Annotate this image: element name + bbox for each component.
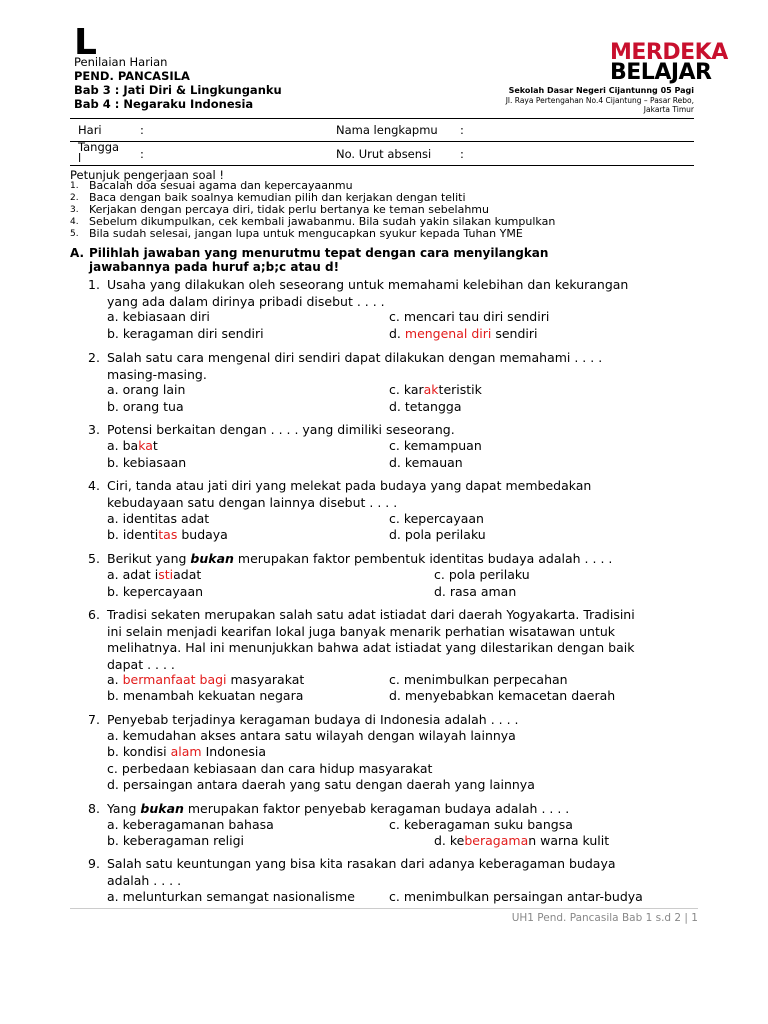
section-a-heading-line2: jawabannya pada huruf a;b;c atau d! bbox=[89, 260, 340, 274]
option-d[interactable]: d. keberagaman warna kulit bbox=[434, 833, 610, 848]
option-b[interactable]: b. kondisi alam Indonesia bbox=[107, 744, 267, 759]
exam-title: Penilaian Harian bbox=[74, 55, 168, 69]
option-b[interactable]: b. keragaman diri sendiri bbox=[107, 326, 264, 341]
option-c[interactable]: c. keberagaman suku bangsa bbox=[389, 817, 573, 832]
option-a[interactable]: a. melunturkan semangat nasionalisme bbox=[107, 889, 355, 904]
form-mid-rule bbox=[70, 141, 694, 142]
option-b[interactable]: b. keberagaman religi bbox=[107, 833, 245, 848]
option-d[interactable]: d. pola perilaku bbox=[389, 527, 486, 542]
option-a[interactable]: a. keberagamanan bahasa bbox=[107, 817, 274, 832]
option-b[interactable]: b. orang tua bbox=[107, 399, 184, 414]
instruction-item: 2. Baca dengan baik soalnya kemudian pilih dan kerjakan dengan teliti bbox=[70, 191, 466, 204]
corner-letter: L bbox=[74, 22, 97, 63]
option-c[interactable]: c. pola perilaku bbox=[434, 567, 530, 582]
logo-merdeka: MERDEKA bbox=[610, 40, 728, 65]
option-a[interactable]: a. identitas adat bbox=[107, 511, 210, 526]
option-d[interactable]: d. menyebabkan kemacetan daerah bbox=[389, 688, 616, 703]
option-a[interactable]: a. adat istiadat bbox=[107, 567, 202, 582]
question-1: 1. Usaha yang dilakukan oleh seseorang untuk memahami kelebihan dan kekurangan yang ada dalam dirinya pribadi disebut . . . . bbox=[88, 277, 629, 309]
option-a[interactable]: a. bakat bbox=[107, 438, 158, 453]
option-d[interactable]: d. mengenal diri sendiri bbox=[389, 326, 538, 341]
option-d[interactable]: d. kemauan bbox=[389, 455, 463, 470]
option-c[interactable]: c. kepercayaan bbox=[389, 511, 484, 526]
option-c[interactable]: c. menimbulkan persaingan antar-budya bbox=[389, 889, 643, 904]
subject-title: PEND. PANCASILA bbox=[74, 69, 190, 83]
option-c[interactable]: c. mencari tau diri sendiri bbox=[389, 309, 550, 324]
tanggal-colon: : bbox=[140, 147, 144, 161]
absen-colon: : bbox=[460, 147, 464, 161]
form-top-rule bbox=[70, 118, 694, 119]
instructions-list bbox=[70, 180, 710, 240]
section-a-heading: A. Pilihlah jawaban yang menurutmu tepat dengan cara menyilangkan bbox=[70, 246, 549, 260]
option-b[interactable]: b. menambah kekuatan negara bbox=[107, 688, 304, 703]
option-b[interactable]: b. kepercayaan bbox=[107, 584, 204, 599]
instructions-title: Petunjuk pengerjaan soal ! bbox=[70, 168, 225, 182]
option-a[interactable]: a. kebiasaan diri bbox=[107, 309, 210, 324]
option-c[interactable]: c. karakteristik bbox=[389, 382, 482, 397]
option-c[interactable]: c. menimbulkan perpecahan bbox=[389, 672, 568, 687]
instruction-item: 1. Bacalah doa sesuai agama dan kepercayaanmu bbox=[70, 179, 353, 192]
option-d[interactable]: d. rasa aman bbox=[434, 584, 517, 599]
chapter-4: Bab 4 : Negaraku Indonesia bbox=[74, 97, 254, 111]
option-d[interactable]: d. tetangga bbox=[389, 399, 462, 414]
school-address: Jl. Raya Pertengahan No.4 Cijantung – Pasar Rebo, bbox=[505, 96, 694, 105]
option-b[interactable]: b. identitas budaya bbox=[107, 527, 228, 542]
instruction-item: 3. Kerjakan dengan percaya diri, tidak perlu bertanya ke teman sebelahmu bbox=[70, 203, 489, 216]
option-a[interactable]: a. kemudahan akses antara satu wilayah dengan wilayah lainnya bbox=[107, 728, 516, 743]
option-c[interactable]: c. perbedaan kebiasaan dan cara hidup masyarakat bbox=[107, 761, 433, 776]
option-c[interactable]: c. kemampuan bbox=[389, 438, 482, 453]
tanggal-label: Tangga l bbox=[78, 140, 120, 165]
logo-belajar: BELAJAR bbox=[610, 60, 712, 85]
option-b[interactable]: b. kebiasaan bbox=[107, 455, 187, 470]
hari-label: Hari bbox=[78, 123, 102, 137]
school-city: Jakarta Timur bbox=[643, 105, 694, 114]
option-d[interactable]: d. persaingan antara daerah yang satu dengan daerah yang lainnya bbox=[107, 777, 535, 792]
option-a[interactable]: a. orang lain bbox=[107, 382, 186, 397]
hari-colon: : bbox=[140, 123, 144, 137]
footer-rule bbox=[70, 908, 698, 909]
nama-label: Nama lengkapmu bbox=[336, 123, 438, 137]
absen-label: No. Urut absensi bbox=[336, 147, 432, 161]
option-a[interactable]: a. bermanfaat bagi masyarakat bbox=[107, 672, 305, 687]
chapter-3: Bab 3 : Jati Diri & Lingkunganku bbox=[74, 83, 282, 97]
form-bottom-rule bbox=[70, 165, 694, 166]
page-footer: UH1 Pend. Pancasila Bab 1 s.d 2 | 1 bbox=[511, 912, 698, 924]
instruction-item: 4. Sebelum dikumpulkan, cek kembali jawabanmu. Bila sudah yakin silakan kumpulkan bbox=[70, 215, 556, 228]
school-name: Sekolah Dasar Negeri Cijantunng 05 Pagi bbox=[508, 86, 694, 95]
nama-colon: : bbox=[460, 123, 464, 137]
instruction-item: 5. Bila sudah selesai, jangan lupa untuk mengucapkan syukur kepada Tuhan YME bbox=[70, 227, 523, 240]
